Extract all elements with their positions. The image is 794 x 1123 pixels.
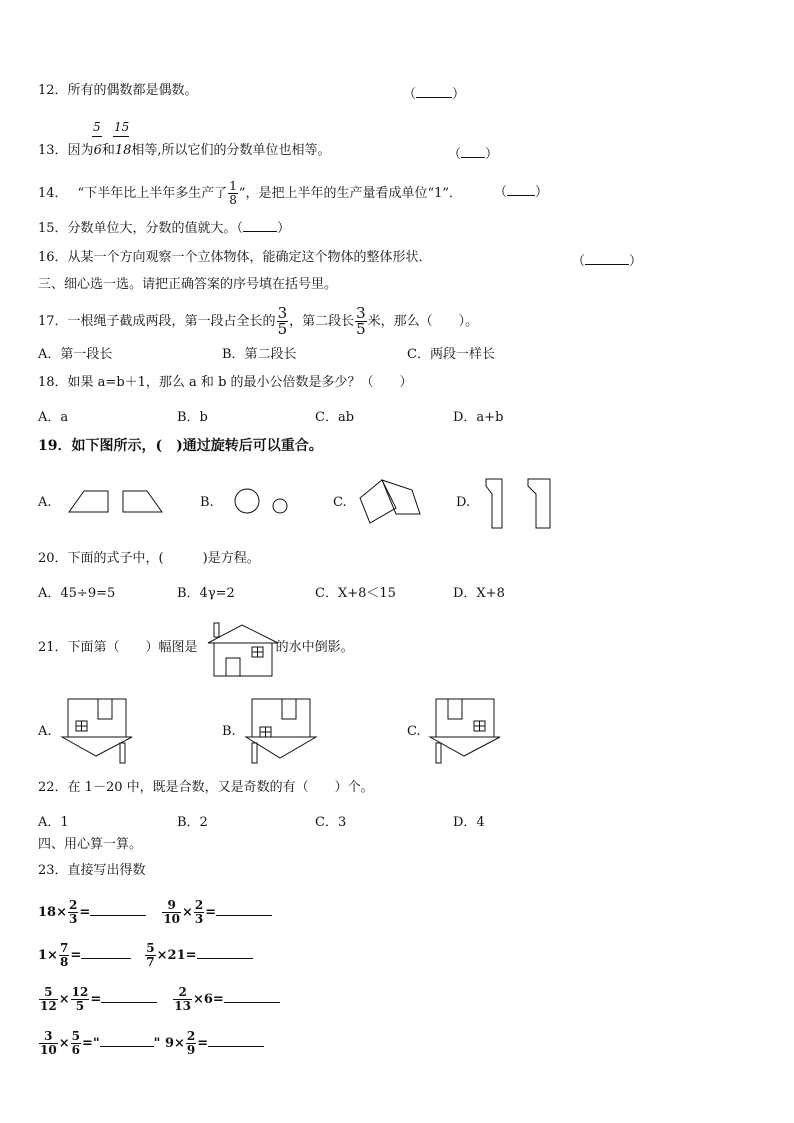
- answer-blank[interactable]: [216, 903, 272, 916]
- question-15: 15．分数单位大，分数的值就大。（ ）: [38, 221, 291, 236]
- option-a[interactable]: A．1: [38, 815, 69, 830]
- option-b[interactable]: B.: [200, 495, 214, 510]
- option-c[interactable]: C.: [333, 495, 347, 510]
- answer-blank[interactable]: [208, 1034, 264, 1047]
- reflection-image-a: [60, 696, 136, 766]
- answer-blank[interactable]: [100, 1034, 154, 1047]
- option-b[interactable]: B．b: [177, 410, 208, 425]
- question-13: 13．因为6和18相等,所以它们的分数单位也相等。: [38, 143, 331, 158]
- fraction-numerator: 5: [93, 120, 101, 134]
- answer-blank-16[interactable]: （ ）: [572, 254, 643, 269]
- option-b[interactable]: B．4γ=2: [177, 586, 235, 601]
- fraction: $\frac{9}{10}$: [163, 898, 181, 926]
- circle-shapes: [232, 486, 292, 516]
- fraction: $\frac{7}{8}$: [59, 941, 69, 969]
- option-d[interactable]: D.: [456, 495, 471, 510]
- question-23: 23．直接写出得数: [38, 863, 146, 878]
- answer-blank-13[interactable]: （ ）: [448, 147, 499, 162]
- answer-blank[interactable]: [81, 946, 131, 959]
- option-d[interactable]: D．a+b: [453, 410, 504, 425]
- answer-blank[interactable]: [224, 990, 280, 1003]
- fraction: $\frac{12}{5}$: [71, 985, 89, 1013]
- calc-row-4: $\frac{3}{10}$ × $\frac{5}{6}$ =" " 9× $\frac{2}{9}$ =: [38, 1030, 264, 1057]
- option-a[interactable]: A.: [38, 724, 52, 739]
- option-c[interactable]: C．两段一样长: [407, 347, 495, 362]
- question-21: 21．下面第（ ）幅图是 的水中倒影。: [38, 640, 354, 655]
- question-19: 19．如下图所示，( )通过旋转后可以重合。: [38, 438, 323, 454]
- question-12: [38, 83, 198, 99]
- fraction: $\frac{5}{6}$: [71, 1029, 80, 1057]
- option-b[interactable]: B．2: [177, 815, 208, 830]
- fraction-bar: [92, 136, 102, 137]
- option-d[interactable]: D．4: [453, 815, 485, 830]
- answer-blank-12[interactable]: （ ）: [403, 87, 466, 102]
- bracket-shapes: [484, 476, 556, 530]
- question-18: 18．如果 a=b＋1，那么 a 和 b 的最小公倍数是多少？（ ）: [38, 375, 413, 390]
- reflection-image-b: [244, 696, 320, 766]
- house-icon: [206, 621, 282, 679]
- option-c[interactable]: C．3: [315, 815, 347, 830]
- reflection-image-c: [428, 696, 504, 766]
- option-a[interactable]: A．a: [38, 410, 69, 425]
- question-14: 14． “下半年比上半年多生产了 $\frac{1}{8}$ ”，是把上半年的生产量看成单位“1”．: [38, 179, 463, 207]
- fraction: $\frac{3}{5}$: [277, 304, 288, 338]
- question-17: 17．一根绳子截成两段，第一段占全长的 $\frac{3}{5}$ ，第二段长 $\frac{3}{5}$ 米，那么（ ）。: [38, 304, 479, 338]
- answer-blank-15[interactable]: [243, 219, 277, 232]
- fraction: $\frac{3}{10}$: [40, 1029, 57, 1057]
- fraction: $\frac{1}{8}$: [229, 179, 237, 207]
- answer-blank[interactable]: [90, 903, 146, 916]
- fraction: $\frac{2}{9}$: [186, 1029, 196, 1057]
- fraction: $\frac{2}{3}$: [194, 898, 204, 926]
- question-16: 16．从某一个方向观察一个立体物体，能确定这个物体的整体形状．: [38, 250, 432, 265]
- trapezoid-shapes: [66, 486, 166, 516]
- fraction: $\frac{5}{7}$: [146, 941, 155, 969]
- option-a[interactable]: A．45÷9=5: [38, 586, 116, 601]
- option-c[interactable]: C．ab: [315, 410, 355, 425]
- option-a[interactable]: A．第一段长: [38, 347, 113, 362]
- fraction-bar: [113, 136, 129, 137]
- option-b[interactable]: B．第二段长: [222, 347, 297, 362]
- calc-row-1: 18× $\frac{2}{3}$ = $\frac{9}{10}$ × $\frac{2}{3}$ =: [38, 899, 272, 926]
- answer-blank[interactable]: [101, 990, 157, 1003]
- kite-shapes: [358, 478, 422, 528]
- option-a[interactable]: A.: [38, 495, 52, 510]
- answer-blank[interactable]: [197, 946, 253, 959]
- fraction: $\frac{3}{5}$: [356, 304, 366, 338]
- option-d[interactable]: D．X+8: [453, 586, 505, 601]
- option-b[interactable]: B.: [222, 724, 236, 739]
- calc-row-3: $\frac{5}{12}$ × $\frac{12}{5}$ = $\frac{2}{13}$ ×6=: [38, 986, 280, 1013]
- question-number: 12．: [38, 83, 68, 98]
- fraction: $\frac{2}{13}$: [174, 985, 191, 1013]
- fraction-numerator: 15: [114, 120, 130, 134]
- section-heading-4: 四、用心算一算。: [38, 837, 143, 852]
- section-heading-3: 三、细心选一选。请把正确答案的序号填在括号里。: [38, 277, 338, 292]
- fraction: $\frac{2}{3}$: [68, 898, 78, 926]
- answer-blank-14[interactable]: （ ）: [494, 185, 549, 200]
- option-c[interactable]: C．X+8＜15: [315, 586, 396, 601]
- question-20: 20．下面的式子中，( )是方程。: [38, 551, 260, 566]
- question-text: 所有的偶数都是偶数。: [67, 83, 198, 98]
- option-c[interactable]: C.: [407, 724, 421, 739]
- calc-row-2: 1× $\frac{7}{8}$ = $\frac{5}{7}$ ×21=: [38, 942, 253, 969]
- fraction: $\frac{5}{12}$: [40, 985, 57, 1013]
- question-22: 22．在 1－20 中，既是合数，又是奇数的有（ ）个。: [38, 780, 374, 795]
